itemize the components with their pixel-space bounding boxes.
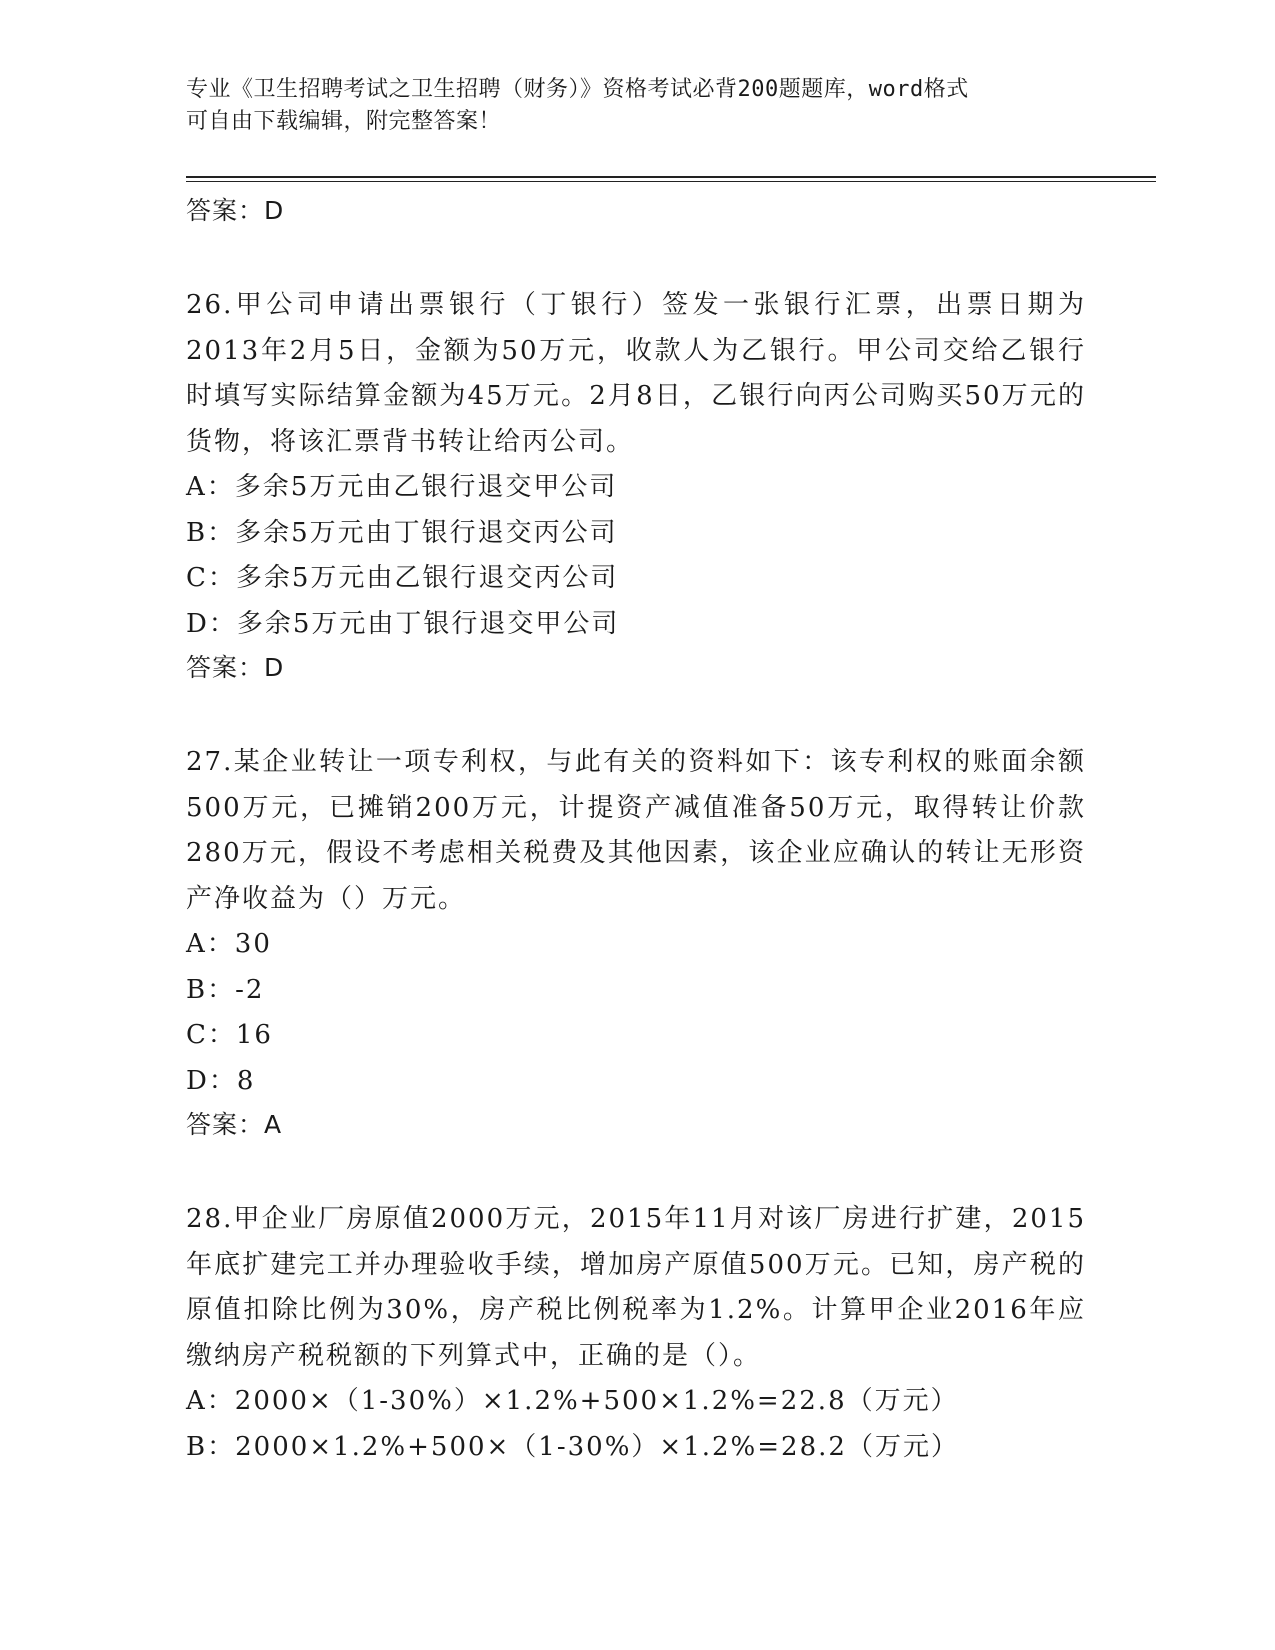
answer-line: 答案：A <box>186 1110 283 1139</box>
option-b: B：多余5万元由丁银行退交丙公司 <box>186 517 618 548</box>
option-b: B：-2 <box>186 974 265 1005</box>
option-a: A：30 <box>186 929 272 959</box>
question-block <box>186 1197 1086 1470</box>
question-stem: 26.甲公司申请出票银行（丁银行）签发一张银行汇票，出票日期为2013年2月5日，金额为50万元，收款人为乙银行。甲公司交给乙银行时填写实际结算金额为45万元。2月8日，乙银行向丙公司购买50万元的货物，将该汇票背书转让给丙公司。 <box>186 290 1086 457</box>
option-a: A：2000×（1-30%）×1.2%+500×1.2%=22.8（万元） <box>186 1386 959 1416</box>
option-c: C：多余5万元由乙银行退交丙公司 <box>186 563 619 593</box>
header-line-1: 专业《卫生招聘考试之卫生招聘（财务）》资格考试必背200题题库，word格式 <box>186 77 969 102</box>
answer-line: 答案：D <box>186 196 285 225</box>
question-stem: 27.某企业转让一项专利权，与此有关的资料如下：该专利权的账面余额500万元，已摊销200万元，计提资产减值准备50万元，取得转让价款280万元，假设不考虑相关税费及其他因素，该企业应确认的转让无形资产净收益为（）万元。 <box>186 747 1086 914</box>
header-divider-thick <box>186 176 1156 178</box>
option-b: B：2000×1.2%+500×（1-30%）×1.2%=28.2（万元） <box>186 1431 959 1462</box>
question-block <box>186 740 1086 1146</box>
spacer <box>186 1146 1086 1197</box>
header-line-2: 可自由下载编辑，附完整答案！ <box>186 109 502 134</box>
document-header <box>186 74 1086 138</box>
option-a: A：多余5万元由乙银行退交甲公司 <box>186 472 618 502</box>
spacer <box>186 232 1086 283</box>
answer-line: 答案：D <box>186 653 285 682</box>
question-block <box>186 283 1086 689</box>
option-d: D：8 <box>186 1065 256 1096</box>
spacer <box>186 689 1086 740</box>
option-d: D：多余5万元由丁银行退交甲公司 <box>186 608 620 639</box>
header-divider-thin <box>186 181 1156 182</box>
question-stem: 28.甲企业厂房原值2000万元，2015年11月对该厂房进行扩建，2015年底扩建完工并办理验收手续，增加房产原值500万元。已知，房产税的原值扣除比例为30%，房产税比例税率为1.2%。计算甲企业2016年应缴纳房产税税额的下列算式中，正确的是（）。 <box>186 1204 1086 1371</box>
document-body <box>186 190 1086 1470</box>
option-c: C：16 <box>186 1020 273 1050</box>
